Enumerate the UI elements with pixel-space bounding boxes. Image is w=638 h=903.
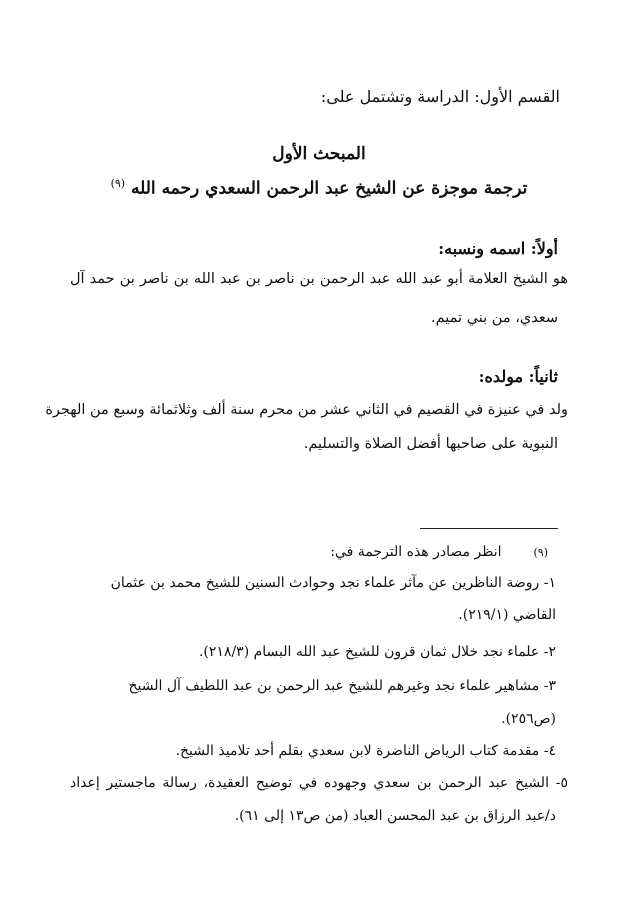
footnote-intro-text: انظر مصادر هذه الترجمة في: (330, 544, 502, 560)
footnote-line: القاضي (٢١٩/١). (458, 607, 556, 623)
part-title: القسم الأول: الدراسة وتشتمل على: (320, 87, 560, 106)
heading-name-lineage: أولاً: اسمه ونسبه: (438, 239, 558, 258)
footnote-line: د/عبد الرزاق بن عبد المحسن العباد (من ص١٣ إلى ٦١). (234, 808, 556, 824)
footnote-line: ٢- علماء نجد خلال ثمان قرون للشيخ عبد الله البسام (٢١٨/٣). (198, 644, 556, 660)
footnote-line: (ص٢٥٦). (501, 711, 556, 727)
paragraph-name-line-2: سعدي، من بني تميم. (431, 310, 558, 326)
footnote-line: ٣- مشاهير علماء نجد وغيرهم للشيخ عبد الرحمن بن عبد اللطيف آل الشيخ (128, 678, 556, 694)
footnote-marker[interactable]: (٩) (110, 177, 126, 190)
footnote-number: (٩) (533, 546, 548, 559)
paragraph-birth-line-2: النبوية على صاحبها أفضل الصلاة والتسليم. (303, 436, 558, 452)
footnote-line: ٥- الشيخ عبد الرحمن بن سعدي وجهوده في توضيح العقيدة، رسالة ماجستير إعداد (70, 775, 568, 791)
paragraph-birth-line-1: ولد في عنيزة في القصيم في الثاني عشر من محرم سنة ألف وثلاثمائة وسبع من الهجرة (45, 402, 568, 418)
paragraph-name-line-1: هو الشيخ العلامة أبو عبد الله عبد الرحمن بن ناصر بن عبد الله بن ناصر بن حمد آل (70, 271, 568, 287)
section-subtitle (0, 173, 638, 200)
footnote-intro (78, 541, 548, 564)
section-title: المبحث الأول (272, 144, 366, 164)
footnote-line: ٤- مقدمة كتاب الرياض الناضرة لابن سعدي بقلم أحد تلاميذ الشيخ. (175, 743, 556, 759)
heading-birth: ثانياً: مولده: (478, 367, 558, 386)
footnote-line: ١- روضة الناظرين عن مآثر علماء نجد وحوادث السنين للشيخ محمد بن عثمان (110, 575, 556, 591)
subtitle-text: ترجمة موجزة عن الشيخ عبد الرحمن السعدي رحمه الله (131, 178, 528, 199)
footnote-separator (420, 528, 558, 529)
